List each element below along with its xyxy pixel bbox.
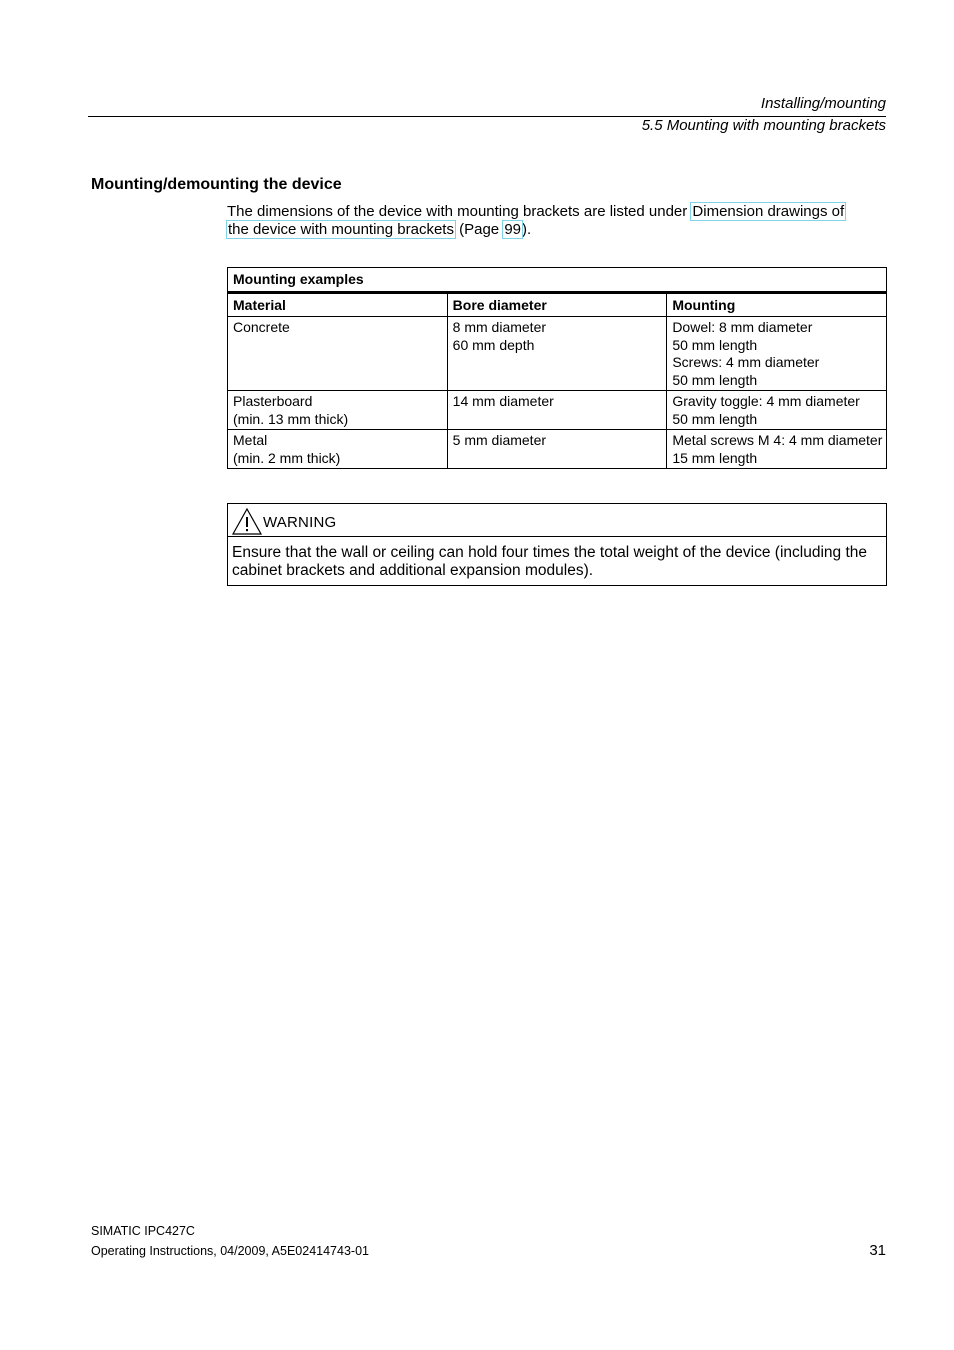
running-header-chapter: Installing/mounting xyxy=(760,95,886,112)
section-heading: Mounting/demounting the device xyxy=(91,176,342,193)
material-cell xyxy=(228,317,448,391)
dimension-drawings-link[interactable]: Dimension drawings of xyxy=(692,203,845,220)
warning-box xyxy=(227,503,887,586)
footer-document-info: Operating Instructions, 04/2009, A5E02414743-01 xyxy=(91,1244,369,1258)
cell-line: 50 mm length xyxy=(672,410,758,427)
cell-line: Metal screws M 4: 4 mm diameter xyxy=(672,432,883,448)
warning-title: WARNING xyxy=(263,514,337,531)
table-header-row xyxy=(228,292,887,317)
column-header-bore-diameter: Bore diameter xyxy=(447,292,667,317)
mounting-examples-table xyxy=(227,267,887,469)
table-row xyxy=(228,317,887,391)
page-99-link[interactable]: 99 xyxy=(504,221,522,238)
cell-line: Gravity toggle: 4 mm diameter xyxy=(672,393,860,409)
bore-cell xyxy=(447,317,667,391)
cell-line: (min. 2 mm thick) xyxy=(233,449,341,466)
cell-line: Concrete xyxy=(233,319,290,335)
cell-line: 8 mm diameter xyxy=(452,319,547,335)
intro-paragraph xyxy=(227,203,897,239)
cell-line: 50 mm length xyxy=(672,371,758,388)
cell-line: Metal xyxy=(233,432,268,448)
page-ref-prefix: (Page xyxy=(454,221,504,238)
material-cell xyxy=(228,391,448,430)
page-ref-suffix: ). xyxy=(522,221,532,238)
intro-text: The dimensions of the device with mounting brackets are listed under xyxy=(227,203,692,220)
mounting-cell xyxy=(667,391,887,430)
column-header-material: Material xyxy=(228,292,448,317)
bore-cell xyxy=(447,391,667,430)
cell-line: (min. 13 mm thick) xyxy=(233,410,349,427)
warning-text: Ensure that the wall or ceiling can hold four times the total weight of the device (including the cabinet brackets and additional expansion modules). xyxy=(232,544,868,579)
cell-line: 15 mm length xyxy=(672,449,758,466)
running-header-section: 5.5 Mounting with mounting brackets xyxy=(641,117,886,134)
cell-line: 5 mm diameter xyxy=(452,432,547,448)
mounting-cell xyxy=(667,430,887,469)
table-caption: Mounting examples xyxy=(228,268,887,293)
warning-triangle-icon xyxy=(231,507,263,535)
dimension-drawings-link-continued[interactable]: the device with mounting brackets xyxy=(228,221,454,238)
cell-line: Dowel: 8 mm diameter xyxy=(672,319,813,335)
cell-line: 60 mm depth xyxy=(452,336,535,353)
footer-product-name: SIMATIC IPC427C xyxy=(91,1224,195,1238)
mounting-cell xyxy=(667,317,887,391)
table-row xyxy=(228,430,887,469)
page-number: 31 xyxy=(869,1242,886,1259)
cell-line: Screws: 4 mm diameter xyxy=(672,354,820,370)
cell-line: 14 mm diameter xyxy=(452,393,554,409)
material-cell xyxy=(228,430,448,469)
warning-header xyxy=(228,504,886,537)
column-header-mounting: Mounting xyxy=(667,292,887,317)
table-row xyxy=(228,391,887,430)
cell-line: Plasterboard xyxy=(233,393,313,409)
bore-cell xyxy=(447,430,667,469)
cell-line: 50 mm length xyxy=(672,336,758,353)
